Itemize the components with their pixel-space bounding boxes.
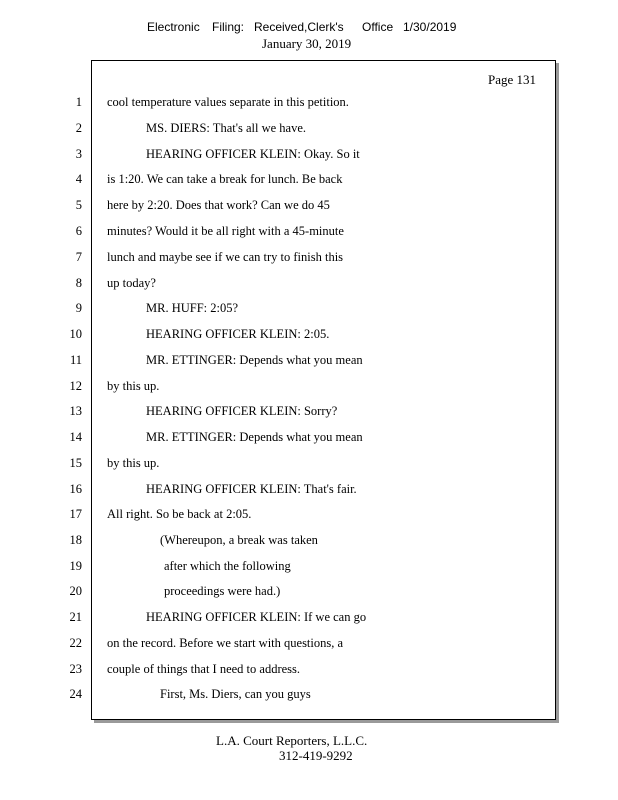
line-text: MS. DIERS: That's all we have. <box>146 121 306 135</box>
header-date-line: January 30, 2019 <box>262 36 352 51</box>
line-number: 2 <box>75 121 82 135</box>
line-text: HEARING OFFICER KLEIN: That's fair. <box>146 482 357 496</box>
line-text: (Whereupon, a break was taken <box>160 533 318 547</box>
line-number: 7 <box>75 250 82 264</box>
line-number: 11 <box>69 353 82 367</box>
line-text: proceedings were had.) <box>164 584 281 598</box>
filing-header <box>0 20 618 36</box>
line-number: 15 <box>69 456 82 470</box>
line-text: on the record. Before we start with questions, a <box>107 636 344 650</box>
line-number: 1 <box>75 95 82 109</box>
line-number: 4 <box>75 172 82 186</box>
line-text: minutes? Would it be all right with a 45-minute <box>107 224 344 238</box>
page-number: Page 131 <box>488 72 537 87</box>
line-text: is 1:20. We can take a break for lunch. Be back <box>107 172 343 186</box>
line-number: 6 <box>75 224 82 238</box>
line-text: HEARING OFFICER KLEIN: 2:05. <box>146 327 330 341</box>
line-number: 23 <box>69 662 82 676</box>
header-office: Office <box>362 20 394 34</box>
line-text: couple of things that I need to address. <box>107 662 301 676</box>
line-number: 13 <box>69 404 82 418</box>
line-number: 16 <box>69 482 82 496</box>
line-number: 21 <box>69 610 82 624</box>
line-text: All right. So be back at 2:05. <box>107 507 252 521</box>
line-text: up today? <box>107 276 156 290</box>
line-text: after which the following <box>164 559 291 573</box>
line-number: 20 <box>69 584 82 598</box>
line-number: 9 <box>75 301 82 315</box>
line-number: 19 <box>69 559 82 573</box>
line-number: 10 <box>69 327 82 341</box>
line-text: lunch and maybe see if we can try to finish this <box>107 250 344 264</box>
line-number: 3 <box>75 147 82 161</box>
header-filing: Filing: <box>212 20 245 34</box>
line-text: by this up. <box>107 456 160 470</box>
line-number: 18 <box>69 533 82 547</box>
line-number: 22 <box>69 636 82 650</box>
header-received: Received,Clerk's <box>254 20 344 34</box>
header-electronic: Electronic <box>147 20 200 34</box>
line-number: 24 <box>69 687 82 701</box>
line-number: 5 <box>75 198 82 212</box>
line-text: First, Ms. Diers, can you guys <box>160 687 311 701</box>
header-filed-date: 1/30/2019 <box>403 20 457 34</box>
line-text: HEARING OFFICER KLEIN: If we can go <box>146 610 367 624</box>
line-number: 8 <box>75 276 82 290</box>
line-text: by this up. <box>107 379 160 393</box>
line-text: HEARING OFFICER KLEIN: Sorry? <box>146 404 338 418</box>
line-text: MR. HUFF: 2:05? <box>146 301 239 315</box>
line-number: 14 <box>69 430 82 444</box>
line-text: here by 2:20. Does that work? Can we do 45 <box>107 198 330 212</box>
line-text: cool temperature values separate in this petition. <box>107 95 349 109</box>
line-text: MR. ETTINGER: Depends what you mean <box>146 353 363 367</box>
footer-phone: 312-419-9292 <box>279 748 353 763</box>
line-number: 12 <box>69 379 82 393</box>
footer-company: L.A. Court Reporters, L.L.C. <box>216 733 368 748</box>
line-number: 17 <box>69 507 82 521</box>
line-text: MR. ETTINGER: Depends what you mean <box>146 430 363 444</box>
line-text: HEARING OFFICER KLEIN: Okay. So it <box>146 147 360 161</box>
